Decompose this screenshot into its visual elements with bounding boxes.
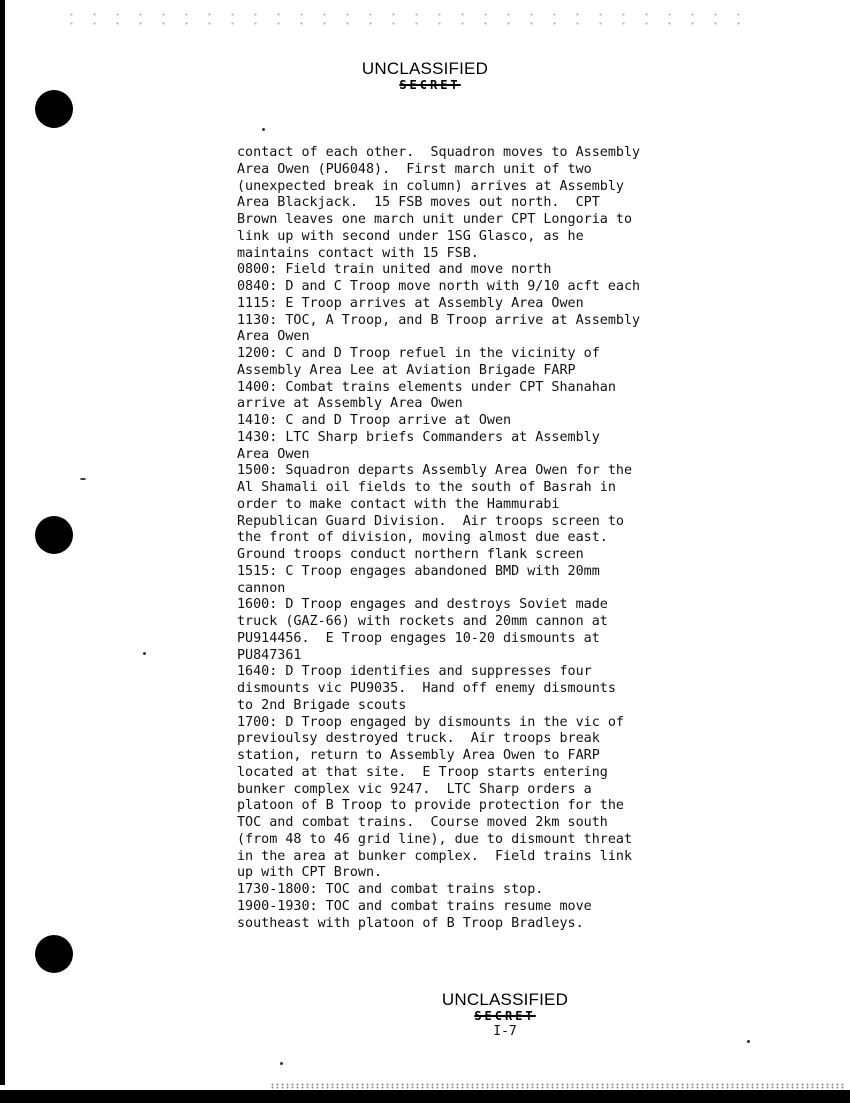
- body-line: TOC and combat trains. Course moved 2km south: [237, 815, 608, 830]
- body-line: Assembly Area Lee at Aviation Brigade FARP: [237, 362, 576, 378]
- body-line: the front of division, moving almost due east.: [237, 530, 608, 546]
- body-line: PU847361: [237, 647, 302, 663]
- body-line: bunker complex vic 9247. LTC Sharp orders a: [237, 781, 592, 797]
- body-line: PU914456. E Troop engages 10-20 dismounts at: [237, 630, 600, 646]
- body-line: (from 48 to 46 grid line), due to dismount threat: [237, 831, 633, 847]
- page-number: I-7: [493, 1024, 517, 1039]
- body-line: contact of each other. Squadron moves to Assembly: [237, 145, 641, 160]
- body-line: 1600: D Troop engages and destroys Soviet made: [237, 597, 608, 613]
- body-line: Area Blackjack. 15 FSB moves out north. CPT: [237, 195, 600, 211]
- scan-noise-bottom: [270, 1083, 845, 1089]
- punch-hole-bottom: [35, 935, 73, 973]
- scan-speck: [747, 1040, 750, 1043]
- struck-classification: SECRET: [474, 1009, 536, 1023]
- body-line: up with CPT Brown.: [237, 865, 383, 881]
- body-line: Republican Guard Division. Air troops screen to: [237, 513, 624, 529]
- punch-hole-middle: [35, 516, 73, 554]
- body-line: 1640: D Troop identifies and suppresses four: [237, 664, 592, 680]
- scan-left-edge: [0, 0, 5, 1085]
- scan-speck: [262, 128, 265, 131]
- body-line: 1515: C Troop engages abandoned BMD with 20mm: [237, 563, 600, 579]
- body-line: dismounts vic PU9035. Hand off enemy dismounts: [237, 681, 616, 696]
- body-line: 0800: Field train united and move north: [237, 262, 552, 278]
- body-line: platoon of B Troop to provide protection for the: [237, 798, 624, 814]
- body-text: [237, 145, 797, 932]
- body-line: Area Owen: [237, 446, 310, 462]
- footer-classification: [80, 990, 850, 1039]
- body-line: 1500: Squadron departs Assembly Area Owen for the: [237, 463, 633, 479]
- classification-label: UNCLASSIFIED: [361, 59, 489, 78]
- body-line: Al Shamali oil fields to the south of Basrah in: [237, 480, 616, 495]
- body-line: order to make contact with the Hammurabi: [237, 496, 560, 512]
- body-line: located at that site. E Troop starts entering: [237, 764, 608, 780]
- body-line: 1410: C and D Troop arrive at Owen: [237, 413, 512, 428]
- body-line: link up with second under 1SG Glasco, as he: [237, 228, 584, 244]
- scan-bottom-edge: [0, 1090, 850, 1103]
- body-line: station, return to Assembly Area Owen to FARP: [237, 748, 600, 763]
- body-line: arrive at Assembly Area Owen: [237, 396, 463, 412]
- body-line: maintains contact with 15 FSB.: [237, 245, 479, 261]
- body-line: 1130: TOC, A Troop, and B Troop arrive at Assembly: [237, 312, 641, 328]
- body-line: 1430: LTC Sharp briefs Commanders at Assembly: [237, 429, 600, 445]
- body-line: Area Owen (PU6048). First march unit of two: [237, 161, 592, 177]
- body-line: 1400: Combat trains elements under CPT Shanahan: [237, 379, 616, 395]
- body-line: 1200: C and D Troop refuel in the vicinity of: [237, 346, 600, 361]
- body-line: truck (GAZ-66) with rockets and 20mm cannon at: [237, 614, 608, 629]
- scan-speck: [280, 1062, 283, 1065]
- body-line: 0840: D and C Troop move north with 9/10 acft each: [237, 279, 641, 294]
- body-line: southeast with platoon of B Troop Bradleys.: [237, 915, 584, 931]
- body-line: cannon: [237, 580, 286, 596]
- body-line: 1700: D Troop engaged by dismounts in the vic of: [237, 714, 624, 730]
- punch-hole-top: [35, 90, 73, 128]
- body-line: (unexpected break in column) arrives at Assembly: [237, 178, 624, 194]
- body-line: 1730-1800: TOC and combat trains stop.: [237, 882, 544, 897]
- struck-classification: SECRET: [399, 78, 461, 92]
- body-line: Area Owen: [237, 329, 310, 345]
- body-line: 1900-1930: TOC and combat trains resume move: [237, 898, 592, 914]
- body-line: Brown leaves one march unit under CPT Longoria to: [237, 212, 633, 227]
- classification-label: UNCLASSIFIED: [441, 990, 569, 1009]
- body-line: 1115: E Troop arrives at Assembly Area Owen: [237, 295, 584, 311]
- header-classification: [0, 59, 850, 92]
- body-line: Ground troops conduct northern flank screen: [237, 547, 584, 562]
- scan-speck: [143, 652, 146, 655]
- body-line: previoulsy destroyed truck. Air troops break: [237, 731, 600, 747]
- scan-speck: [80, 478, 86, 480]
- body-line: to 2nd Brigade scouts: [237, 697, 407, 713]
- scan-noise-top: [60, 10, 740, 28]
- body-line: in the area at bunker complex. Field trains link: [237, 848, 633, 864]
